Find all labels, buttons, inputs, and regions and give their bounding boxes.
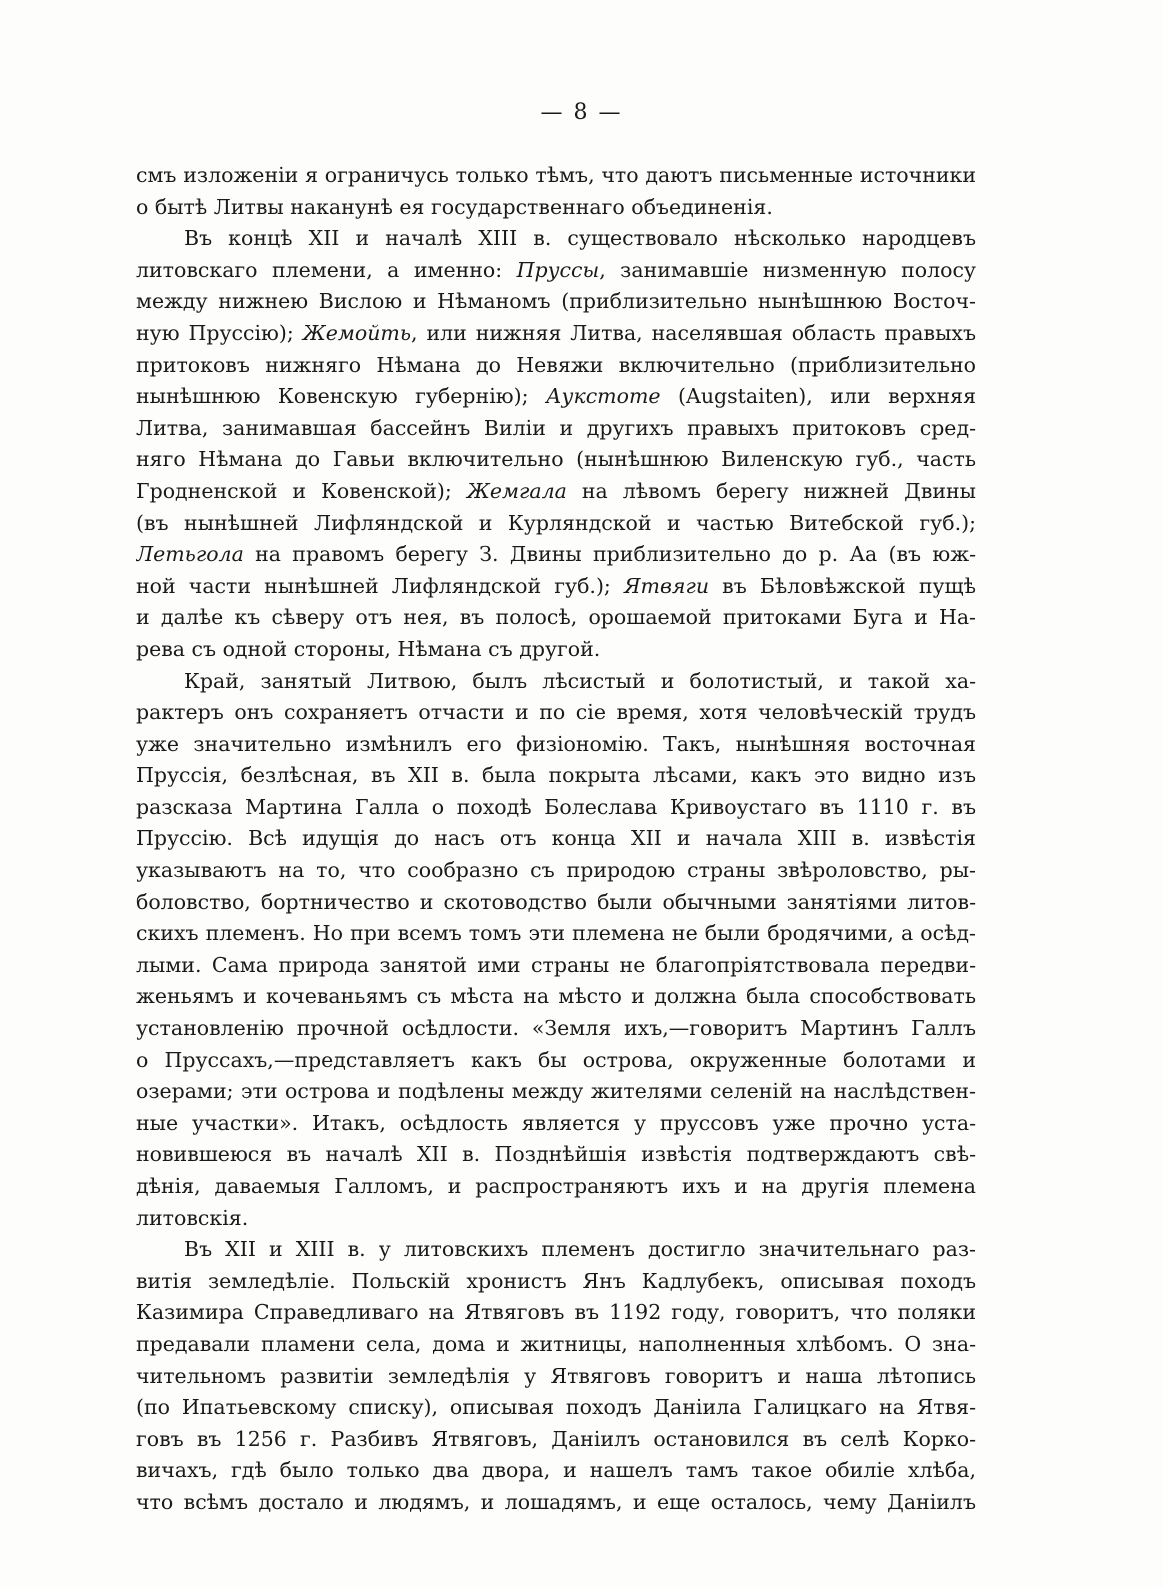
text-line: Въ концѣ XII и началѣ XIII в. существовало нѣсколько народцевъ xyxy=(184,226,976,251)
text-line: чительномъ развитіи земледѣлія у Ятвяговъ говоритъ и наша лѣтопись xyxy=(136,1363,976,1388)
text-line: Въ XII и XIII в. у литовскихъ племенъ достигло значительнаго раз- xyxy=(184,1237,976,1262)
text-line: литовскаго племени, а именно: Пруссы, занимавшіе низменную полосу xyxy=(136,257,976,282)
italic-term: Ятвяги xyxy=(623,573,710,598)
text-line: смъ изложеніи я ограничусь только тѣмъ, что даютъ письменные источники xyxy=(136,163,976,187)
text-line: няго Нѣмана до Гавьи включительно (нынѣшнюю Виленскую губ., часть xyxy=(136,447,976,472)
text-line: Пруссія, безлѣсная, въ XII в. была покрыта лѣсами, какъ это видно изъ xyxy=(136,763,976,788)
text-line: озерами; эти острова и подѣлены между жителями селеній на наслѣдствен- xyxy=(136,1079,976,1104)
text-line: ной части нынѣшней Лифляндской губ.); Ятвяги въ Бѣловѣжской пущѣ xyxy=(136,573,976,598)
text-line: рева съ одной стороны, Нѣмана съ другой. xyxy=(136,636,601,661)
text-line: и далѣе къ сѣверу отъ нея, въ полосѣ, орошаемой притоками Буга и На- xyxy=(136,605,976,630)
text-line: ную Пруссію); Жемойть, или нижняя Литва, населявшая область правыхъ xyxy=(136,320,976,345)
text-line: Литва, занимавшая бассейнъ Виліи и другихъ правыхъ притоковъ сред- xyxy=(136,415,976,440)
text-line: разсказа Мартина Галла о походѣ Болеслава Кривоустаго въ 1110 г. въ xyxy=(136,794,976,819)
text-line: между нижнею Вислою и Нѣманомъ (приблизительно нынѣшнюю Восточ- xyxy=(136,289,976,314)
text-line: новившеюся въ началѣ XII в. Позднѣйшія извѣстія подтверждаютъ свѣ- xyxy=(136,1142,976,1167)
body-text xyxy=(136,160,976,1519)
text-line: женьямъ и кочеваньямъ съ мѣста на мѣсто и должна была способствовать xyxy=(136,984,976,1009)
text-line: о Пруссахъ,—представляетъ какъ бы острова, окруженные болотами и xyxy=(136,1047,976,1072)
text-line: о бытѣ Литвы наканунѣ ея государственнаго объединенія. xyxy=(136,194,773,219)
text-line: вичахъ, гдѣ было только два двора, и нашелъ тамъ такое обиліе хлѣба, xyxy=(136,1458,976,1483)
text-line: притоковъ нижняго Нѣмана до Невяжи включительно (приблизительно xyxy=(136,352,976,377)
text-line: скихъ племенъ. Но при всемъ томъ эти племена не были бродячими, а осѣд- xyxy=(136,921,976,946)
italic-term: Пруссы xyxy=(516,257,600,282)
text-line: предавали пламени села, дома и житницы, наполненныя хлѣбомъ. О зна- xyxy=(136,1331,976,1356)
text-line: нынѣшнюю Ковенскую губернію); Аукстоте (Augstaiten), или верхняя xyxy=(136,384,976,409)
text-line: Казимира Справедливаго на Ятвяговъ въ 1192 году, говоритъ, что поляки xyxy=(136,1300,976,1325)
italic-term: Летьгола xyxy=(136,542,244,567)
text-line: ные участки». Итакъ, осѣдлость является у пруссовъ уже прочно уста- xyxy=(136,1110,976,1135)
text-line: боловство, бортничество и скотоводство были обычными занятіями литов- xyxy=(136,889,976,914)
italic-term: Аукстоте xyxy=(546,384,661,409)
text-line: литовскія. xyxy=(136,1205,249,1230)
text-line: установленію прочной осѣдлости. «Земля ихъ,—говоритъ Мартинъ Галлъ xyxy=(136,1016,976,1041)
text-line: (по Ипатьевскому списку), описывая походъ Даніила Галицкаго на Ятвя- xyxy=(136,1395,976,1420)
text-line: (въ нынѣшней Лифляндской и Курляндской и частью Витебской губ.); xyxy=(136,510,976,535)
text-line: Край, занятый Литвою, былъ лѣсистый и болотистый, и такой ха- xyxy=(184,668,976,693)
text-line: говъ въ 1256 г. Разбивъ Ятвяговъ, Даніилъ остановился въ селѣ Корко- xyxy=(136,1426,976,1451)
italic-term: Жемойть xyxy=(302,320,412,345)
text-line: Пруссію. Всѣ идущія до насъ отъ конца XII и начала XIII в. извѣстія xyxy=(136,826,976,851)
text-line: дѣнія, даваемыя Галломъ, и распространяютъ ихъ и на другія племена xyxy=(136,1174,976,1198)
text-line: лыми. Сама природа занятой ими страны не благопріятствовала передви- xyxy=(136,952,976,977)
text-line: витія земледѣліе. Польскій хронистъ Янъ Кадлубекъ, описывая походъ xyxy=(136,1268,976,1293)
text-line: что всѣмъ достало и людямъ, и лошадямъ, и еще осталось, чему Даніилъ xyxy=(136,1489,976,1514)
page-number: — 8 — xyxy=(540,100,623,125)
text-line: указываютъ на то, что сообразно съ природою страны звѣроловство, ры- xyxy=(136,858,976,883)
italic-term: Жемгала xyxy=(466,478,567,503)
text-line: Гродненской и Ковенской); Жемгала на лѣвомъ берегу нижней Двины xyxy=(136,478,976,503)
text-line: рактеръ онъ сохраняетъ отчасти и по сіе время, хотя человѣческій трудъ xyxy=(136,700,976,725)
text-line: Летьгола на правомъ берегу З. Двины приблизительно до р. Аа (въ юж- xyxy=(136,542,976,567)
text-line: уже значительно измѣнилъ его физіономію. Такъ, нынѣшняя восточная xyxy=(136,731,976,756)
